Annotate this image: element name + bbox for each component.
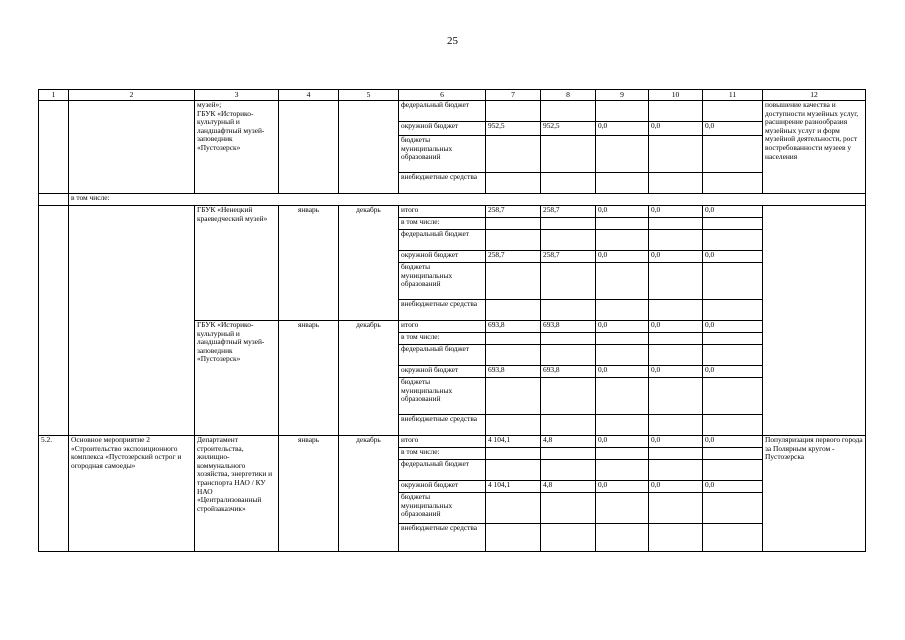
amount-cell-c8 <box>541 300 596 321</box>
amount-cell-c8: 4,8 <box>541 436 596 448</box>
executor-cell: ГБУК «Ненецкий краеведческий музей» <box>195 206 279 321</box>
amount-cell-c8: 4,8 <box>541 481 596 493</box>
funding-source-cell: бюджеты муниципальных образований <box>399 493 486 524</box>
amount-cell-c9: 0,0 <box>596 481 649 493</box>
header-cell: 3 <box>195 90 279 101</box>
amount-cell-c10 <box>649 345 703 366</box>
amount-cell-c11 <box>703 333 763 345</box>
amount-cell-c9: 0,0 <box>596 122 649 136</box>
amount-cell-c7 <box>486 136 541 173</box>
header-cell: 10 <box>649 90 703 101</box>
amount-cell-c9 <box>596 415 649 436</box>
amount-cell-c11: 0,0 <box>703 321 763 333</box>
header-row <box>39 90 866 101</box>
amount-cell-c7 <box>486 300 541 321</box>
amount-cell-c7: 952,5 <box>486 122 541 136</box>
amount-cell-c7 <box>486 524 541 552</box>
table-body <box>39 90 866 552</box>
funding-source-cell: федеральный бюджет <box>399 230 486 251</box>
amount-cell-c9 <box>596 448 649 460</box>
amount-cell-c11 <box>703 173 763 194</box>
amount-cell-c7: 258,7 <box>486 206 541 218</box>
amount-cell-c9 <box>596 263 649 300</box>
expected-result-cell: Популяризация первого города за Полярным кругом - Пустозерска <box>763 436 866 552</box>
amount-cell-c8: 952,5 <box>541 122 596 136</box>
amount-cell-c7 <box>486 101 541 122</box>
amount-cell-c11: 0,0 <box>703 206 763 218</box>
amount-cell-c11: 0,0 <box>703 122 763 136</box>
start-date-cell: январь <box>279 321 339 436</box>
funding-source-cell: итого <box>399 206 486 218</box>
table-row <box>39 101 866 122</box>
funding-source-cell: итого <box>399 321 486 333</box>
page-number: 25 <box>447 35 458 47</box>
amount-cell-c10: 0,0 <box>649 366 703 378</box>
header-cell: 5 <box>339 90 399 101</box>
amount-cell-c7 <box>486 218 541 230</box>
funding-source-cell: в том числе: <box>399 218 486 230</box>
amount-cell-c9 <box>596 493 649 524</box>
amount-cell-c9 <box>596 136 649 173</box>
amount-cell-c8 <box>541 460 596 481</box>
activity-name-cell <box>69 206 195 436</box>
amount-cell-c8: 258,7 <box>541 251 596 263</box>
amount-cell-c7 <box>486 230 541 251</box>
amount-cell-c8 <box>541 230 596 251</box>
expected-result-cell <box>763 206 866 436</box>
funding-source-cell: федеральный бюджет <box>399 460 486 481</box>
header-cell: 7 <box>486 90 541 101</box>
amount-cell-c7: 693,8 <box>486 321 541 333</box>
funding-source-cell: окружной бюджет <box>399 122 486 136</box>
amount-cell-c11: 0,0 <box>703 481 763 493</box>
start-date-cell: январь <box>279 206 339 321</box>
amount-cell-c10 <box>649 218 703 230</box>
amount-cell-c8 <box>541 415 596 436</box>
header-cell: 8 <box>541 90 596 101</box>
amount-cell-c8 <box>541 263 596 300</box>
amount-cell-c9: 0,0 <box>596 366 649 378</box>
amount-cell-c11 <box>703 415 763 436</box>
funding-source-cell: бюджеты муниципальных образований <box>399 136 486 173</box>
amount-cell-c10 <box>649 415 703 436</box>
end-date-cell: декабрь <box>339 321 399 436</box>
header-cell: 4 <box>279 90 339 101</box>
amount-cell-c10 <box>649 448 703 460</box>
amount-cell-c10 <box>649 300 703 321</box>
amount-cell-c9: 0,0 <box>596 206 649 218</box>
amount-cell-c7 <box>486 263 541 300</box>
amount-cell-c11 <box>703 378 763 415</box>
program-budget-table <box>38 89 866 552</box>
amount-cell-c8: 693,8 <box>541 321 596 333</box>
amount-cell-c9 <box>596 345 649 366</box>
amount-cell-c7: 4 104,1 <box>486 436 541 448</box>
amount-cell-c10 <box>649 460 703 481</box>
amount-cell-c10: 0,0 <box>649 206 703 218</box>
header-cell: 9 <box>596 90 649 101</box>
amount-cell-c8: 258,7 <box>541 206 596 218</box>
amount-cell-c7 <box>486 333 541 345</box>
amount-cell-c11 <box>703 493 763 524</box>
table-row <box>39 194 866 206</box>
amount-cell-c8: 693,8 <box>541 366 596 378</box>
funding-source-cell: внебюджетные средства <box>399 524 486 552</box>
funding-source-cell: внебюджетные средства <box>399 415 486 436</box>
amount-cell-c9 <box>596 218 649 230</box>
start-date-cell: январь <box>279 436 339 552</box>
funding-source-cell: бюджеты муниципальных образований <box>399 263 486 300</box>
amount-cell-c7 <box>486 378 541 415</box>
amount-cell-c8 <box>541 218 596 230</box>
amount-cell-c7: 258,7 <box>486 251 541 263</box>
amount-cell-c9 <box>596 333 649 345</box>
header-cell: 1 <box>39 90 69 101</box>
amount-cell-c9 <box>596 524 649 552</box>
funding-source-cell: внебюджетные средства <box>399 300 486 321</box>
row-number-cell <box>39 206 69 436</box>
funding-source-cell: в том числе: <box>399 333 486 345</box>
funding-source-cell: окружной бюджет <box>399 481 486 493</box>
header-cell: 12 <box>763 90 866 101</box>
amount-cell-c8 <box>541 173 596 194</box>
amount-cell-c9: 0,0 <box>596 436 649 448</box>
amount-cell-c8 <box>541 101 596 122</box>
amount-cell-c7: 693,8 <box>486 366 541 378</box>
row-number-cell <box>39 101 69 194</box>
amount-cell-c9 <box>596 230 649 251</box>
amount-cell-c11: 0,0 <box>703 366 763 378</box>
amount-cell-c10 <box>649 173 703 194</box>
amount-cell-c11 <box>703 230 763 251</box>
amount-cell-c10: 0,0 <box>649 251 703 263</box>
amount-cell-c9 <box>596 173 649 194</box>
header-cell: 2 <box>69 90 195 101</box>
amount-cell-c11: 0,0 <box>703 436 763 448</box>
expected-result-cell: повышение качества и доступности музейных услуг, расширение разнообразия музейных услуг и форм музейной деятельности, рост востребованности музеев у населения <box>763 101 866 194</box>
amount-cell-c11 <box>703 136 763 173</box>
amount-cell-c11 <box>703 448 763 460</box>
amount-cell-c10 <box>649 101 703 122</box>
amount-cell-c10: 0,0 <box>649 481 703 493</box>
funding-source-cell: федеральный бюджет <box>399 101 486 122</box>
funding-source-cell: окружной бюджет <box>399 366 486 378</box>
executor-cell: музей»; ГБУК «Историко-культурный и ландшафтный музей-заповедник «Пустозерск» <box>195 101 279 194</box>
amount-cell-c7 <box>486 460 541 481</box>
amount-cell-c8 <box>541 493 596 524</box>
funding-source-cell: в том числе: <box>399 448 486 460</box>
funding-source-cell: федеральный бюджет <box>399 345 486 366</box>
amount-cell-c10: 0,0 <box>649 321 703 333</box>
amount-cell-c10 <box>649 333 703 345</box>
amount-cell-c8 <box>541 345 596 366</box>
amount-cell-c10: 0,0 <box>649 122 703 136</box>
funding-source-cell: итого <box>399 436 486 448</box>
start-date-cell <box>279 101 339 194</box>
amount-cell-c7 <box>486 448 541 460</box>
amount-cell-c10 <box>649 378 703 415</box>
amount-cell-c9 <box>596 460 649 481</box>
table-row <box>39 206 866 218</box>
amount-cell-c7 <box>486 173 541 194</box>
amount-cell-c10 <box>649 524 703 552</box>
row-number-cell: 5.2. <box>39 436 69 552</box>
amount-cell-c7 <box>486 493 541 524</box>
end-date-cell: декабрь <box>339 206 399 321</box>
amount-cell-c9 <box>596 101 649 122</box>
end-date-cell: декабрь <box>339 436 399 552</box>
amount-cell-c11 <box>703 101 763 122</box>
amount-cell-c11 <box>703 524 763 552</box>
amount-cell-c11: 0,0 <box>703 251 763 263</box>
header-cell: 11 <box>703 90 763 101</box>
amount-cell-c11 <box>703 218 763 230</box>
amount-cell-c10 <box>649 230 703 251</box>
funding-source-cell: внебюджетные средства <box>399 173 486 194</box>
amount-cell-c7 <box>486 345 541 366</box>
amount-cell-c10 <box>649 263 703 300</box>
amount-cell-c10 <box>649 136 703 173</box>
amount-cell-c11 <box>703 263 763 300</box>
amount-cell-c11 <box>703 300 763 321</box>
amount-cell-c11 <box>703 460 763 481</box>
amount-cell-c9 <box>596 378 649 415</box>
amount-cell-c7: 4 104,1 <box>486 481 541 493</box>
funding-source-cell: бюджеты муниципальных образований <box>399 378 486 415</box>
executor-cell: Департамент строительства, жилищно-коммунального хозяйства, энергетики и транспорта НАО / КУ НАО «Централизованный стройзаказчик» <box>195 436 279 552</box>
amount-cell-c8 <box>541 136 596 173</box>
end-date-cell <box>339 101 399 194</box>
amount-cell-c8 <box>541 378 596 415</box>
amount-cell-c10 <box>649 493 703 524</box>
amount-cell-c7 <box>486 415 541 436</box>
executor-cell: ГБУК «Историко-культурный и ландшафтный музей-заповедник «Пустозерск» <box>195 321 279 436</box>
amount-cell-c10: 0,0 <box>649 436 703 448</box>
amount-cell-c9: 0,0 <box>596 321 649 333</box>
including-label-cell: в том числе: <box>69 194 866 206</box>
amount-cell-c9: 0,0 <box>596 251 649 263</box>
activity-name-cell <box>69 101 195 194</box>
amount-cell-c8 <box>541 333 596 345</box>
amount-cell-c11 <box>703 345 763 366</box>
activity-name-cell: Основное мероприятие 2 «Строительство экспозиционного комплекса «Пустозерский острог и огородная самоеды» <box>69 436 195 552</box>
header-cell: 6 <box>399 90 486 101</box>
table-row <box>39 436 866 448</box>
funding-source-cell: окружной бюджет <box>399 251 486 263</box>
amount-cell-c8 <box>541 448 596 460</box>
row-number-cell <box>39 194 69 206</box>
amount-cell-c8 <box>541 524 596 552</box>
amount-cell-c9 <box>596 300 649 321</box>
